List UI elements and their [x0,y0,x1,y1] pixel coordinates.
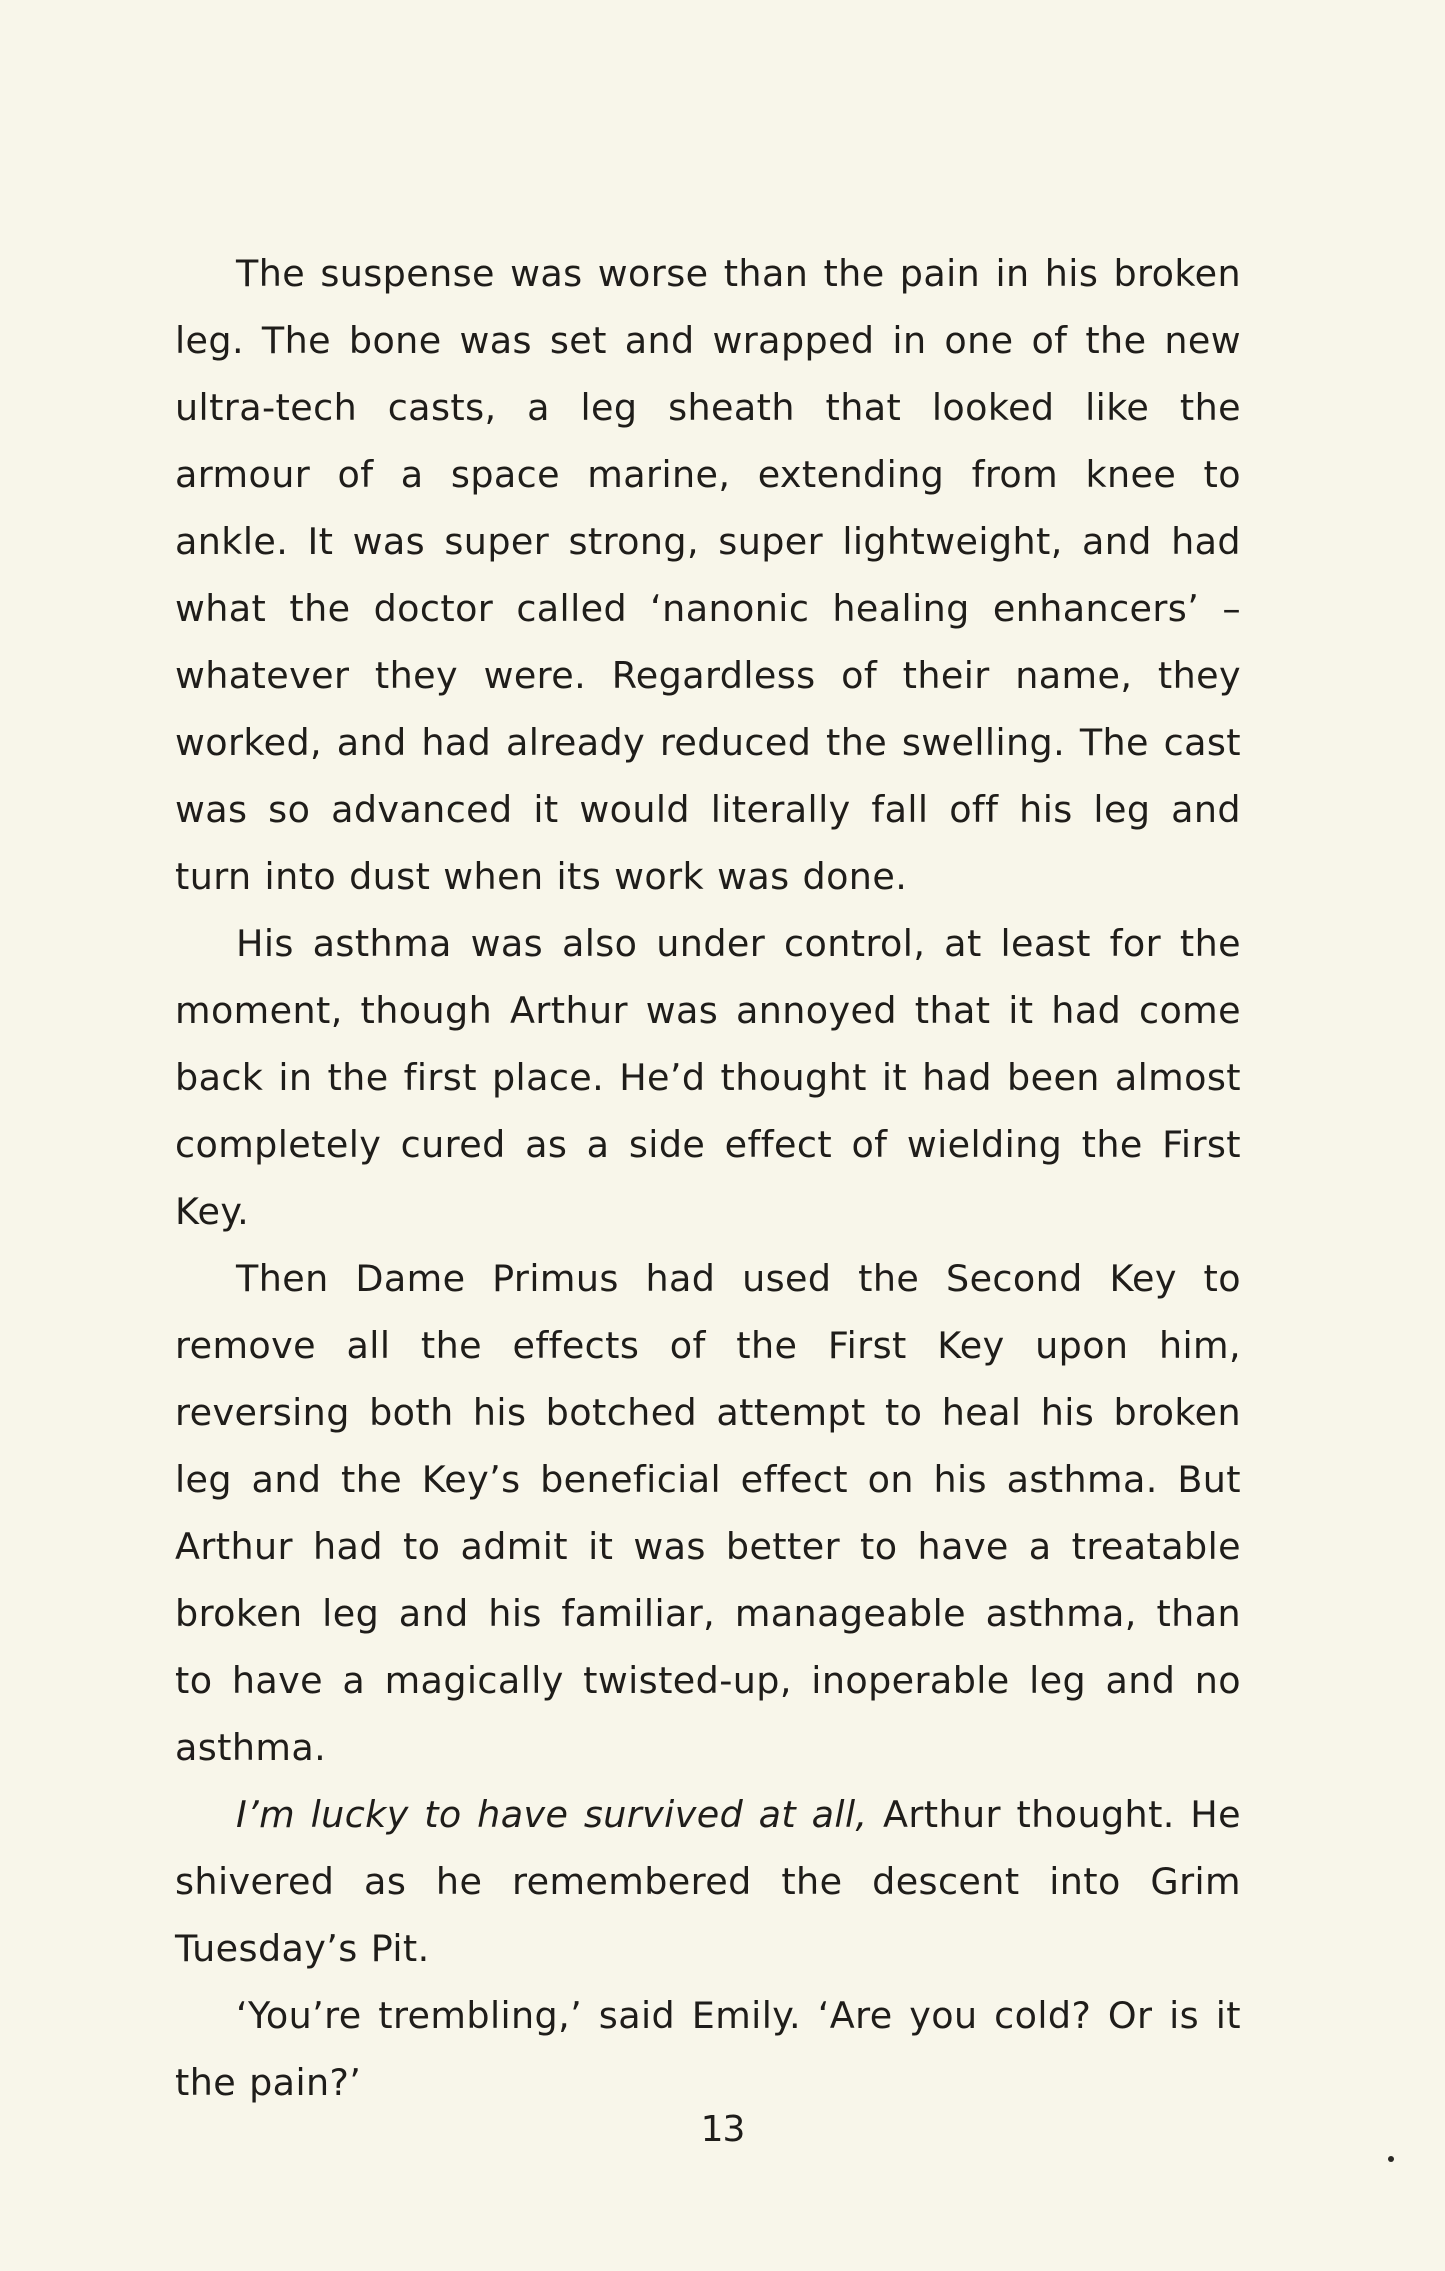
paragraph-1: The suspense was worse than the pain in his broken leg. The bone was set and wrapped in one of the new ultra-tech casts, a leg sheath that looked like the armour of a space marine, extending from knee to ankle. It was super strong, super lightweight, and had what the doctor called ‘nanonic healing enhancers’ – whatever they were. Regardless of their name, they worked, and had already reduced the swelling. The cast was so advanced it would literally fall off his leg and turn into dust when its work was done. [175,252,1241,898]
italic-thought: I’m lucky to have survived at all, [236,1793,868,1836]
body-text [175,240,1241,2116]
paragraph-4-text: Arthur thought. He shivered as he remembered the descent into Grim Tuesday’s Pit. [175,1793,1242,1970]
paragraph-5: ‘You’re trembling,’ said Emily. ‘Are you cold? Or is it the pain?’ [175,1994,1241,2104]
print-speck [1388,2156,1394,2162]
paragraph-4 [175,1781,1241,1982]
page-number: 13 [700,2109,745,2150]
paragraph-2: His asthma was also under control, at least for the moment, though Arthur was annoyed that it had come back in the first place. He’d thought it had been almost completely cured as a side effect of wielding the First Key. [175,922,1241,1233]
paragraph-3: Then Dame Primus had used the Second Key to remove all the effects of the First Key upon him, reversing both his botched attempt to heal his broken leg and the Key’s beneficial effect on his asthma. But Arthur had to admit it was better to have a treatable broken leg and his familiar, manageable asthma, than to have a magically twisted-up, inoperable leg and no asthma. [175,1257,1241,1769]
